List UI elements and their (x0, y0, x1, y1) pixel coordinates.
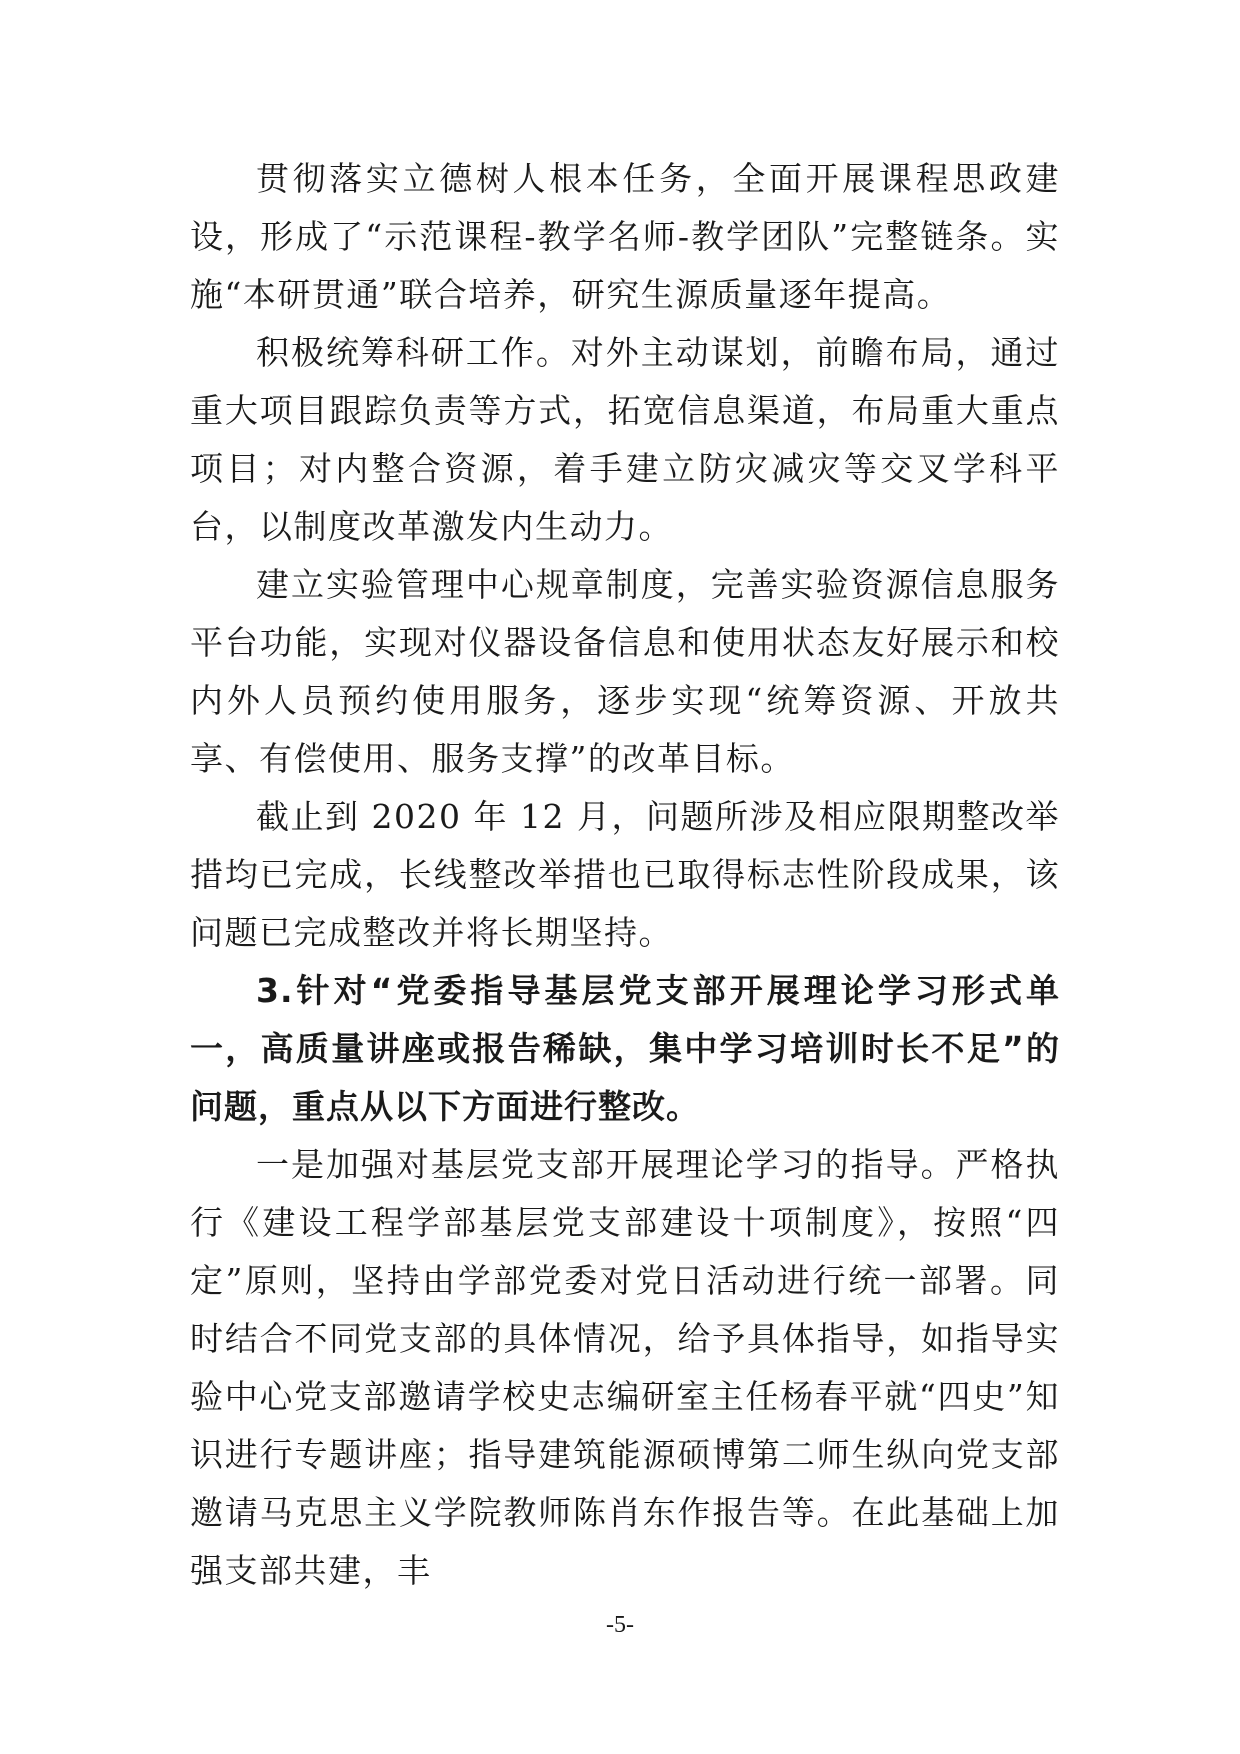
document-body (190, 150, 1060, 1600)
paragraph-theory-study: 一是加强对基层党支部开展理论学习的指导。严格执行《建设工程学部基层党支部建设十项制度》，按照“四定”原则，坚持由学部党委对党日活动进行统一部署。同时结合不同党支部的具体情况，给予具体指导，如指导实验中心党支部邀请学校史志编研室主任杨春平就“四史”知识进行专题讲座；指导建筑能源硕博第二师生纵向党支部邀请马克思主义学院教师陈肖东作报告等。在此基础上加强支部共建，丰 (190, 1145, 1060, 1590)
page-number: -5- (606, 1612, 634, 1638)
paragraph-research: 积极统筹科研工作。对外主动谋划，前瞻布局，通过重大项目跟踪负责等方式，拓宽信息渠道，布局重大重点项目；对内整合资源，着手建立防灾减灾等交叉学科平台，以制度改革激发内生动力。 (190, 333, 1060, 546)
section-heading: 3.针对“党委指导基层党支部开展理论学习形式单一，高质量讲座或报告稀缺，集中学习培训时长不足”的问题，重点从以下方面进行整改。 (190, 971, 1060, 1126)
paragraph-completion-status: 截止到 2020 年 12 月，问题所涉及相应限期整改举措均已完成，长线整改举措也已取得标志性阶段成果，该问题已完成整改并将长期坚持。 (190, 797, 1060, 952)
paragraph-curriculum: 贯彻落实立德树人根本任务，全面开展课程思政建设，形成了“示范课程-教学名师-教学团队”完整链条。实施“本研贯通”联合培养，研究生源质量逐年提高。 (190, 159, 1060, 314)
paragraph-lab-management: 建立实验管理中心规章制度，完善实验资源信息服务平台功能，实现对仪器设备信息和使用状态友好展示和校内外人员预约使用服务，逐步实现“统筹资源、开放共享、有偿使用、服务支撑”的改革目标。 (190, 565, 1060, 778)
